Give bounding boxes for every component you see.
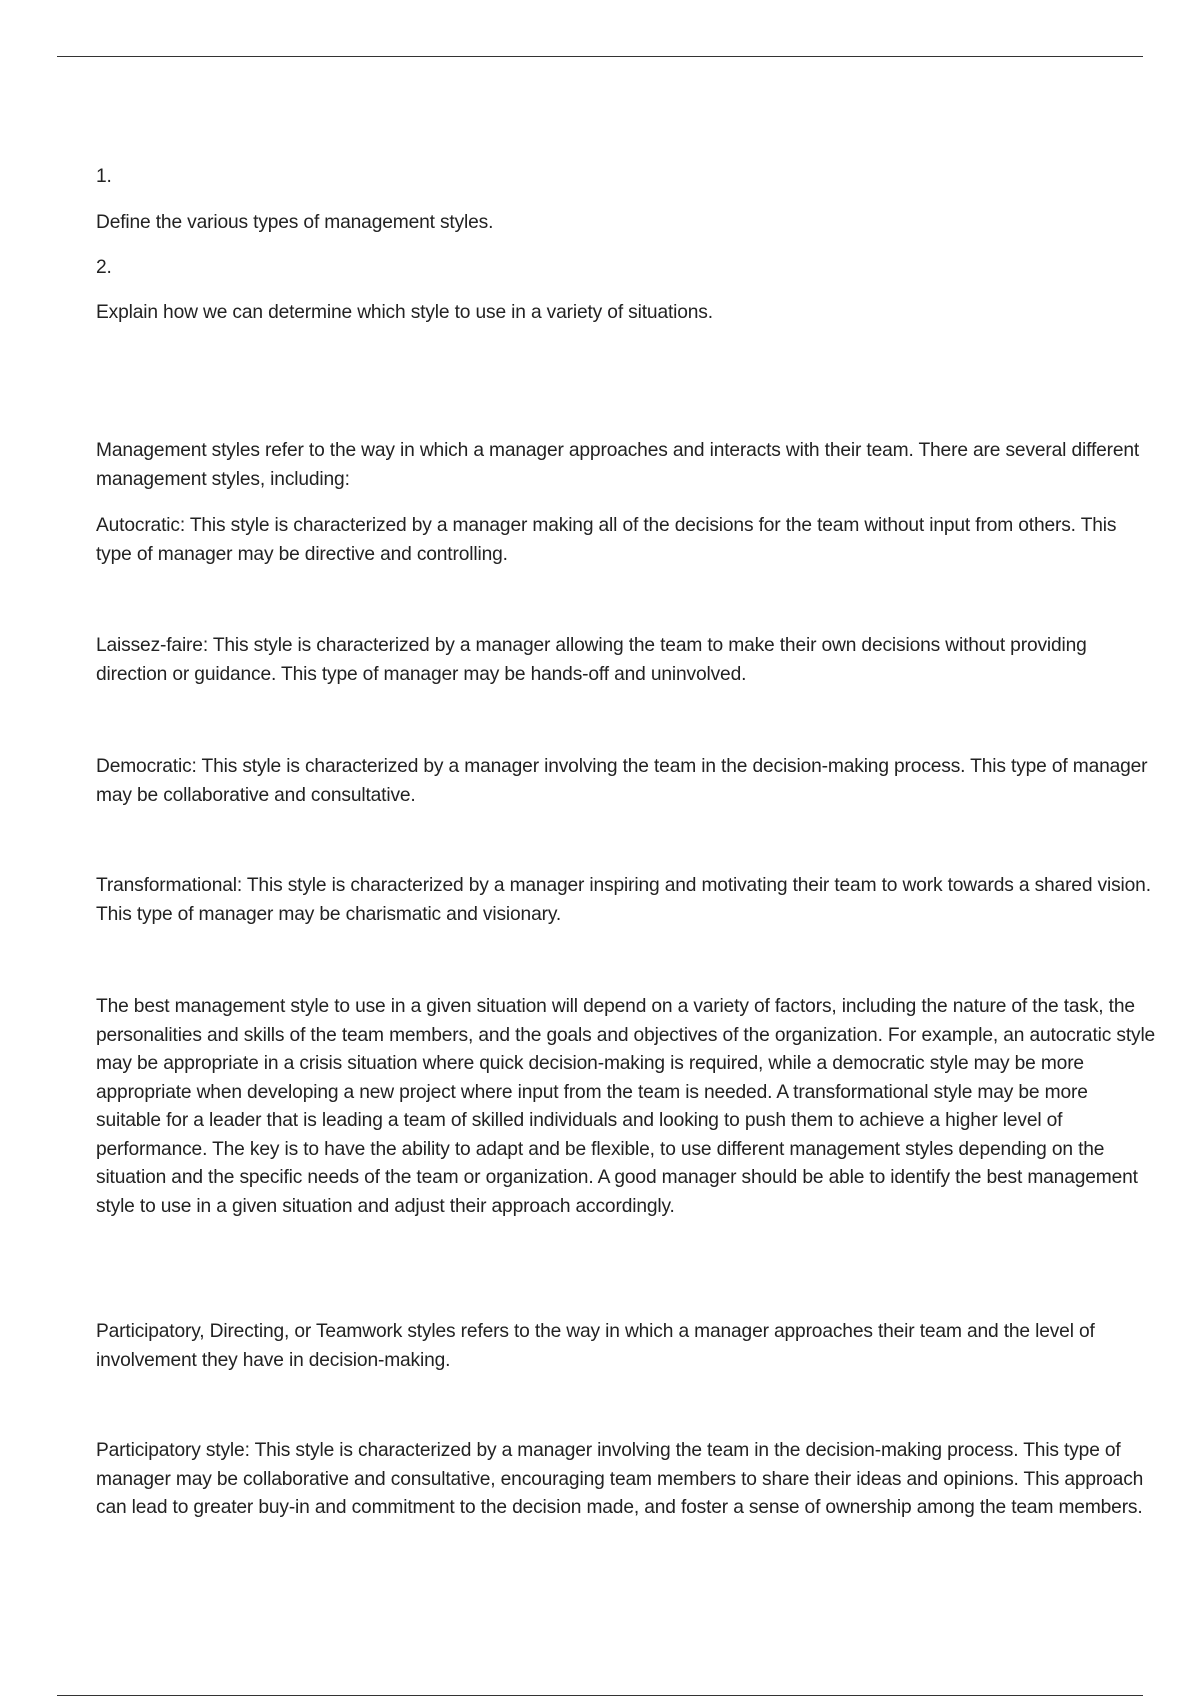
question-1-text: Define the various types of management styles.: [96, 212, 494, 233]
question-2-text: Explain how we can determine which style to use in a variety of situations.: [96, 302, 713, 323]
bottom-rule: [57, 1695, 1143, 1696]
question-1-number: 1.: [96, 166, 112, 187]
paragraph-best-style: The best management style to use in a given situation will depend on a variety of factors, including the nature of the task, the personalities and skills of the team members, and the goals and objectives of the organization. For example, an autocratic style may be appropriate in a crisis situation where quick decision-making is required, while a democratic style may be more appropriate when developing a new project where input from the team is needed. A transformational style may be more suitable for a leader that is leading a team of skilled individuals and looking to push them to achieve a higher level of performance. The key is to have the ability to adapt and be flexible, to use different management styles depending on the situation and the specific needs of the team or organization. A good manager should be able to identify the best management style to use in a given situation and adjust their approach accordingly.: [96, 996, 1156, 1217]
question-2-number: 2.: [96, 257, 112, 278]
paragraph-intro: Management styles refer to the way in which a manager approaches and interacts with their team. There are several different management styles, including:: [96, 440, 1140, 490]
paragraph-laissez-faire: Laissez-faire: This style is characterized by a manager allowing the team to make their own decisions without providing direction or guidance. This type of manager may be hands-off and uninvolved.: [96, 635, 1087, 685]
paragraph-participatory: Participatory style: This style is characterized by a manager involving the team in the decision-making process. This type of manager may be collaborative and consultative, encouraging team members to share their ideas and opinions. This approach can lead to greater buy-in and commitment to the decision made, and foster a sense of ownership among the team members.: [96, 1440, 1144, 1518]
paragraph-transformational: Transformational: This style is characterized by a manager inspiring and motivating their team to work towards a shared vision. This type of manager may be charismatic and visionary.: [96, 875, 1151, 925]
paragraph-democratic: Democratic: This style is characterized by a manager involving the team in the decision-making process. This type of manager may be collaborative and consultative.: [96, 756, 1148, 806]
paragraph-participatory-directing-teamwork: Participatory, Directing, or Teamwork styles refers to the way in which a manager approaches their team and the level of involvement they have in decision-making.: [96, 1321, 1095, 1371]
paragraph-autocratic: Autocratic: This style is characterized by a manager making all of the decisions for the team without input from others. This type of manager may be directive and controlling.: [96, 515, 1117, 565]
top-rule: [57, 56, 1143, 57]
